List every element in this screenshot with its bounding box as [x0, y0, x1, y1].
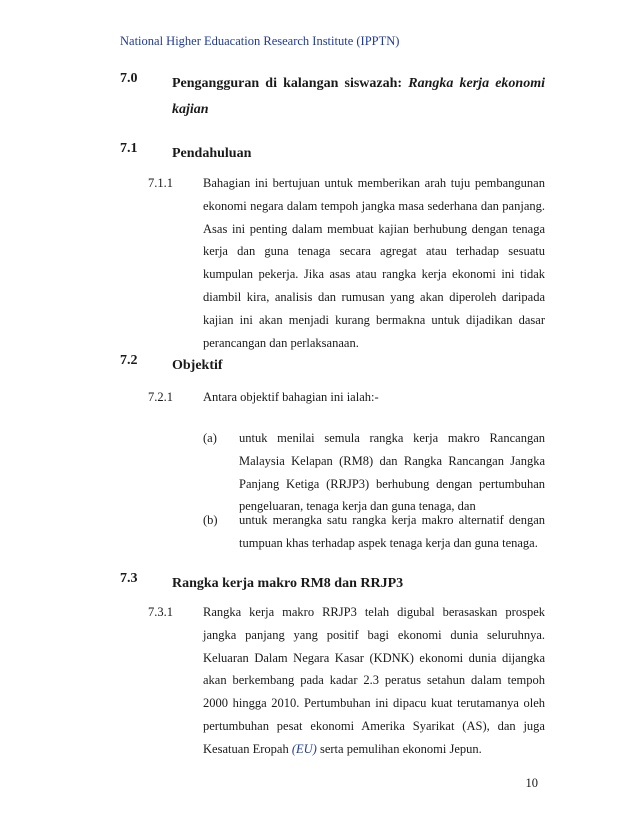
paragraph-7-2-1 [148, 386, 545, 410]
paragraph-text-main: Rangka kerja makro RRJP3 telah digubal berasaskan prospek jangka panjang yang positif bagi ekonomi dunia seluruhnya. Keluaran Dalam Negara Kasar (KDNK) ekonomi dunia dijangka akan berkembang pada kadar 2.3 peratus setahun dalam tempoh 2000 hingga 2010. Pertumbuhan ini dipacu kuat terutamanya oleh pertumbuhan pesat ekonomi Amerika Syarikat (AS), dan juga Kesatuan Eropah [203, 605, 545, 756]
list-item-a [203, 427, 545, 519]
paragraph-text: Bahagian ini bertujuan untuk memberikan arah tuju pembangunan ekonomi negara dalam tempoh jangka masa sederhana dan panjang. Asas ini penting dalam membuat kajian berhubung dengan tenaga kerja dan guna tenaga secara agregat atau terhadap sesuatu kumpulan pekerja. Jika asas atau rangka kerja ekonomi ini tidak diambil kira, analisis dan rumusan yang akan diperoleh daripada kajian ini akan menjadi kurang bermakna untuk dijadikan dasar perancangan dan perlaksanaan. [203, 176, 545, 350]
section-number: 7.3 [120, 571, 138, 586]
section-title: Pendahuluan [172, 146, 252, 161]
paragraph-text-end: serta pemulihan ekonomi Jepun. [316, 741, 482, 756]
section-number: 7.0 [120, 71, 138, 86]
paragraph-number: 7.2.1 [148, 390, 173, 404]
section-7-1-heading [120, 141, 545, 165]
section-title-italic: Rangka kerja ekonomi kajian [172, 76, 545, 117]
paragraph-number: 7.3.1 [148, 605, 173, 619]
section-number: 7.2 [120, 353, 138, 368]
section-title [172, 71, 545, 123]
running-header: National Higher Eduacation Research Institute (IPPTN) [120, 34, 400, 48]
paragraph-number: 7.1.1 [148, 176, 173, 190]
page-number: 10 [525, 776, 538, 790]
paragraph-text [203, 601, 545, 761]
section-7-0-heading [120, 71, 545, 123]
paragraph-7-3-1 [148, 601, 545, 766]
list-item-b [203, 509, 545, 555]
list-item-text: untuk menilai semula rangka kerja makro Rancangan Malaysia Kelapan (RM8) dan Rangka Rancangan Jangka Panjang Ketiga (RRJP3) berhubung dengan pertumbuhan pengeluaran, tenaga kerja dan guna tenaga, dan [239, 431, 545, 514]
section-title: Objektif [172, 358, 223, 373]
list-item-label: (b) [203, 513, 218, 527]
section-number: 7.1 [120, 141, 138, 156]
section-title-main: Pengangguran di kalangan siswazah: [172, 76, 409, 91]
section-7-3-heading [120, 571, 545, 595]
paragraph-text: Antara objektif bahagian ini ialah:- [203, 390, 379, 404]
list-item-text: untuk merangka satu rangka kerja makro alternatif dengan tumpuan khas terhadap aspek tenaga kerja dan guna tenaga. [239, 513, 545, 550]
section-7-2-heading [120, 353, 545, 377]
paragraph-text-eu: (EU) [291, 741, 317, 756]
section-title: Rangka kerja makro RM8 dan RRJP3 [172, 576, 404, 591]
list-item-label: (a) [203, 431, 217, 445]
paragraph-7-1-1 [148, 172, 545, 357]
